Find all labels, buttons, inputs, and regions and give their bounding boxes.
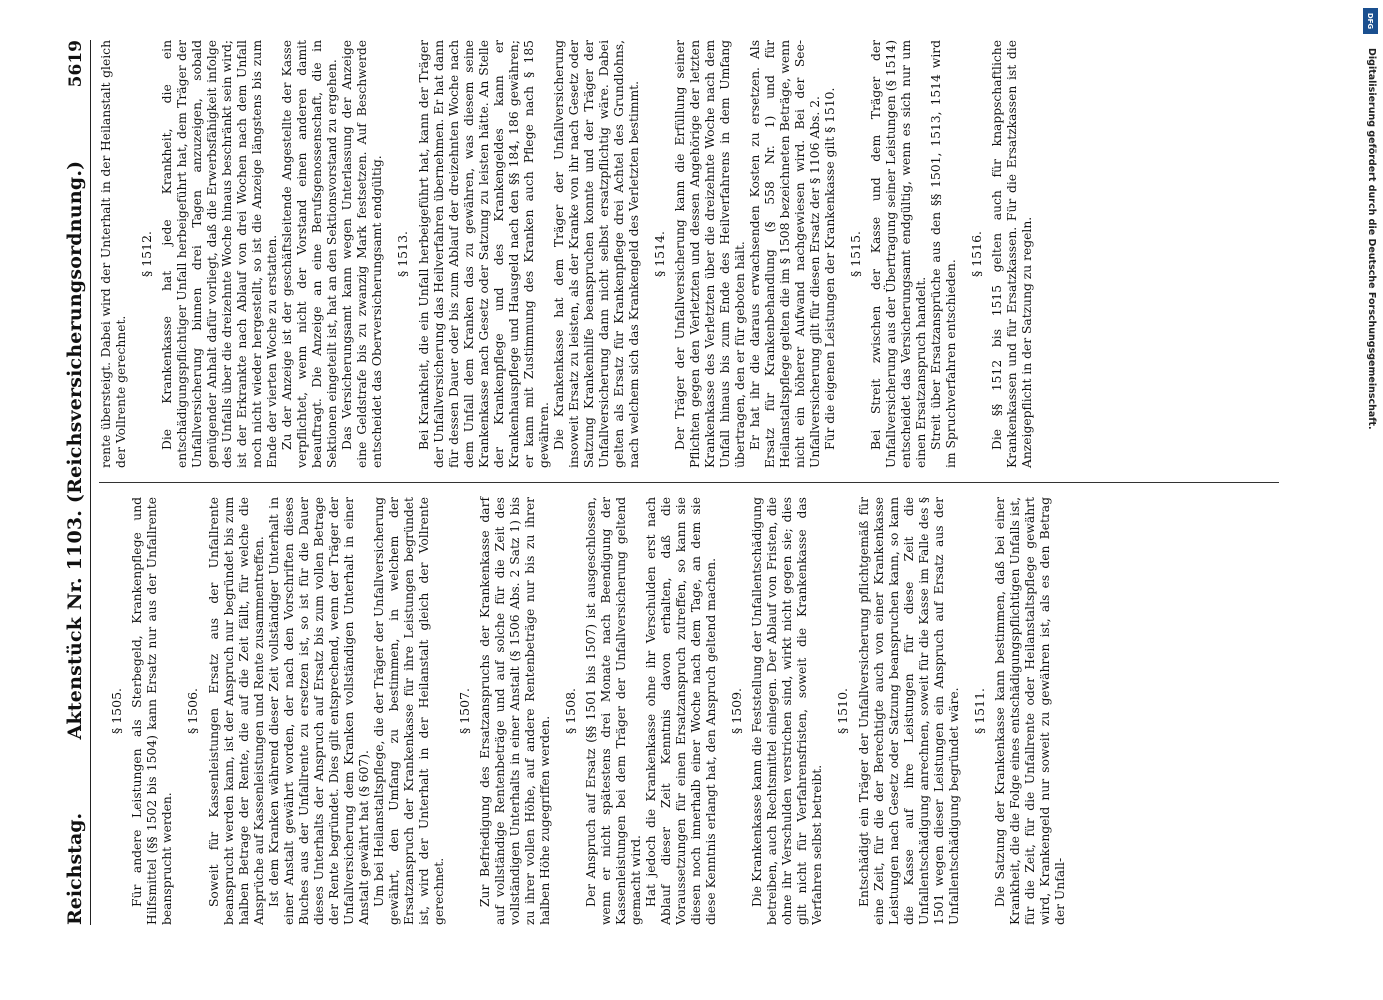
paragraph: Bei Streit zwischen der Kasse und dem Träger der Unfallversicherung aus der Übertragung seiner Leistungen (§ 1514) entscheidet das Versicherungsamt endgültig, wenn es sich nur um einen Ersatzanspruch handelt. (869, 40, 928, 468)
paragraph: Der Anspruch auf Ersatz (§§ 1501 bis 1507) ist ausgeschlossen, wenn er nicht spätestens drei Monate nach Beendigung der Kassenleistungen bei dem Träger der Unfallversicherung geltend gemacht wird. (584, 497, 643, 925)
paragraph: Entschädigt ein Träger der Unfallversicherung pflichtgemäß für eine Zeit, für die der Berechtigte auch von einer Krankenkasse Leistungen nach Gesetz oder Satzung beanspruchen kann, so kann die Kasse auf ihre Leistungen für diese Zeit die Unfallentschädigung anrechnen, soweit für die Kasse im Falle des § 1501 wegen dieser Leistungen ein Anspruch auf Ersatz aus der Unfallentschädigung begründet wäre. (856, 497, 961, 925)
paragraph: Die §§ 1512 bis 1515 gelten auch für knappschaftliche Krankenkassen und für Ersatzkassen. Für die Ersatzkassen ist die Anzeigepflicht in der Satzung zu regeln. (990, 40, 1035, 468)
section-heading: § 1510. (835, 688, 851, 735)
paragraph: Der Träger der Unfallversicherung kann die Erfüllung seiner Pflichten gegen den Verletzten und dessen Angehörige der letzten Krankenkasse des Verletzten über die dreizehnte Woche nach dem Unfall hinaus bis zum Ende des Heilverfahrens in dem Umfang übertragen, den er für geboten hält. (672, 40, 747, 468)
section-heading: § 1505. (109, 688, 124, 735)
paragraph: Hat jedoch die Krankenkasse ohne ihr Verschulden erst nach Ablauf dieser Zeit Kenntnis davon erhalten, daß die Voraussetzungen für einen Ersatzanspruch zutreffen, so kann sie diesen noch innerhalb einer Woche nach dem Tage, an dem sie diese Kenntnis erlangt hat, den Anspruch geltend machen. (644, 497, 718, 925)
section-heading: § 1508. (562, 688, 578, 735)
section-heading: § 1514. (651, 231, 667, 278)
paragraph: Die Satzung der Krankenkasse kann bestimmen, daß bei einer Krankheit, die die Folge eines entschädigungspflichtigen Unfalls ist, für die Zeit, für die Unfallrente oder Heilanstaltspflege gewährt wird, Krankengeld nur soweit zu gewähren ist, als es den Betrag der Unfall- (992, 497, 1067, 925)
section-heading: § 1509. (729, 688, 744, 735)
paragraph: Bei Krankheit, die ein Unfall herbeigeführt hat, kann der Träger der Unfallversicherung das Heilverfahren übernehmen. Er hat dann für dessen Dauer oder bis zum Ablauf der dreizehnten Woche nach dem Unfall dem Kranken das zu gewähren, was diesem seine Krankenkasse nach Gesetz oder Satzung zu leisten hätte. An Stelle der Krankenpflege und des Krankengeldes kann er Krankenhauspflege und Hausgeld nach den §§ 184, 186 gewähren; er kann mit Zustimmung des Kranken auch Pflege nach § 185 gewähren. (416, 40, 551, 468)
page-header (64, 40, 91, 925)
paragraph: Die Krankenkasse hat jede Krankheit, die ein entschädigungspflichtiger Unfall herbeigeführt hat, dem Träger der Unfallversicherung binnen drei Tagen anzuzeigen, sobald genügender Anhalt dafür vorliegt, daß die Erwerbsfähigkeit infolge des Unfalls über die dreizehnte Woche hinaus beschränkt sein wird; ist der Erkrankte nach Ablauf von drei Wochen nach dem Unfall noch nicht wieder hergestellt, so ist die Anzeige längstens bis zum Ende der vierten Woche zu erstatten. (160, 40, 280, 468)
section-heading: § 1512. (139, 231, 154, 278)
paragraph: Ist dem Kranken während dieser Zeit vollständiger Unterhalt in einer Anstalt gewährt worden, der nach den Vorschriften dieses Buches aus der Unfallrente zu ersetzen ist, so ist für die Dauer dieses Unterhalts der Anspruch auf Ersatz bis zum vollen Betrage der Rente begründet. Dies gilt entsprechend, wenn der Träger der Unfallversicherung dem Kranken vollständigen Unterhalt in einer Anstalt gewährt hat (§ 607). (266, 497, 371, 925)
header-title: Aktenstück Nr. 1103. (Reichsversicherungsordnung.) (64, 160, 86, 740)
right-column (99, 40, 1279, 482)
paragraph: Für die eigenen Leistungen der Krankenkasse gilt § 1510. (822, 87, 837, 450)
paragraph: Die Krankenkasse kann die Feststellung der Unfallentschädigung betreiben, auch Rechtsmittel einlegen. Der Ablauf von Fristen, die ohne ihr Verschulden verstrichen sind, wirkt nicht gegen sie; dies gilt nicht für Verfahrensfristen, soweit die Krankenkasse das Verfahren selbst betreibt. (750, 497, 825, 925)
paragraph: Für andere Leistungen als Sterbegeld, Krankenpflege und Hilfsmittel (§§ 1502 bis 1504) kann Ersatz nur aus der Unfallrente beansprucht werden. (130, 497, 175, 925)
dfg-logo: DFG (1363, 8, 1378, 34)
paragraph: Das Versicherungsamt kann wegen Unterlassung der Anzeige eine Geldstrafe bis zu zwanzig Mark festsetzen. Auf Beschwerde entscheidet das Oberversicherungsamt endgültig. (340, 40, 385, 468)
left-column (99, 482, 1279, 925)
section-heading: § 1511. (971, 688, 987, 735)
page-number: 5619 (66, 40, 86, 88)
section-heading: § 1506. (185, 688, 201, 735)
paragraph: Um bei Heilanstaltspflege, die der Träger der Unfallversicherung gewährt, den Umfang zu bestimmen, in welchem der Ersatzanspruch der Krankenkasse für ihre Leistungen begründet ist, wird der Unterhalt in der Heilanstalt gleich der Vollrente gerechnet. (371, 497, 446, 925)
paragraph: Soweit für Kassenleistungen Ersatz aus der Unfallrente beansprucht werden kann, ist der Anspruch nur begründet bis zum halben Betrage der Rente, die auf die Zeit fällt, für welche die Ansprüche auf Kassenleistungen und Rente zusammentreffen. (206, 497, 266, 925)
credit-text: Digitalisierung gefördert durch die Deutsche Forschungsgemeinschaft. (1366, 48, 1377, 430)
paragraph: Streit über Ersatzansprüche aus den §§ 1501, 1513, 1514 wird im Spruchverfahren entschieden. (929, 40, 958, 468)
section-heading: § 1513. (395, 231, 411, 278)
paragraph: Zu der Anzeige ist der geschäftsleitende Angestellte der Kasse verpflichtet, wenn nicht der Vorstand einen anderen damit beauftragt. Die Anzeige an eine Berufsgenossenschaft, die in Sektionen eingeteilt ist, hat an den Sektionsvorstand zu ergehen. (280, 40, 340, 468)
header-left: Reichstag. (64, 812, 86, 925)
paragraph: rente übersteigt. Dabei wird der Unterhalt in der Heilanstalt gleich der Vollrente gerechnet. (99, 40, 128, 468)
paragraph: Er hat ihr die daraus erwachsenden Kosten zu ersetzen. Als Ersatz für Krankenbehandlung (§ 558 Nr. 1) und für Heilanstaltspflege gelten die im § 1508 bezeichneten Beträge, wenn nicht ein höherer Aufwand nachgewiesen wird. Bei der See-Unfallversicherung gilt für diesen Ersatz der § 1106 Abs. 2. (747, 40, 822, 468)
paragraph: Die Krankenkasse hat dem Träger der Unfallversicherung insoweit Ersatz zu leisten, als der Kranke von ihr nach Gesetz oder Satzung Krankenhilfe beanspruchen konnte und der Träger der Unfallversicherung dann nicht selbst ersatzpflichtig wäre. Dabei gelten als Ersatz für Krankenpflege drei Achtel des Grundlohns, nach welchem sich das Krankengeld des Verletzten bestimmt. (551, 40, 641, 468)
paragraph: Zur Befriedigung des Ersatzanspruchs der Krankenkasse darf auf vollständige Rentenbeträge und auf solche für die Zeit des vollständigen Unterhalts in einer Anstalt (§ 1506 Abs. 2 Satz 1) bis zu ihrer vollen Höhe, auf andere Rentenbeträge nur bis zu ihrer halben Höhe zugegriffen werden. (477, 497, 552, 925)
section-heading: § 1507. (456, 688, 472, 735)
section-heading: § 1516. (969, 231, 984, 278)
section-heading: § 1515. (847, 231, 863, 278)
text-columns (99, 40, 1279, 925)
digitization-credit (1363, 8, 1379, 968)
